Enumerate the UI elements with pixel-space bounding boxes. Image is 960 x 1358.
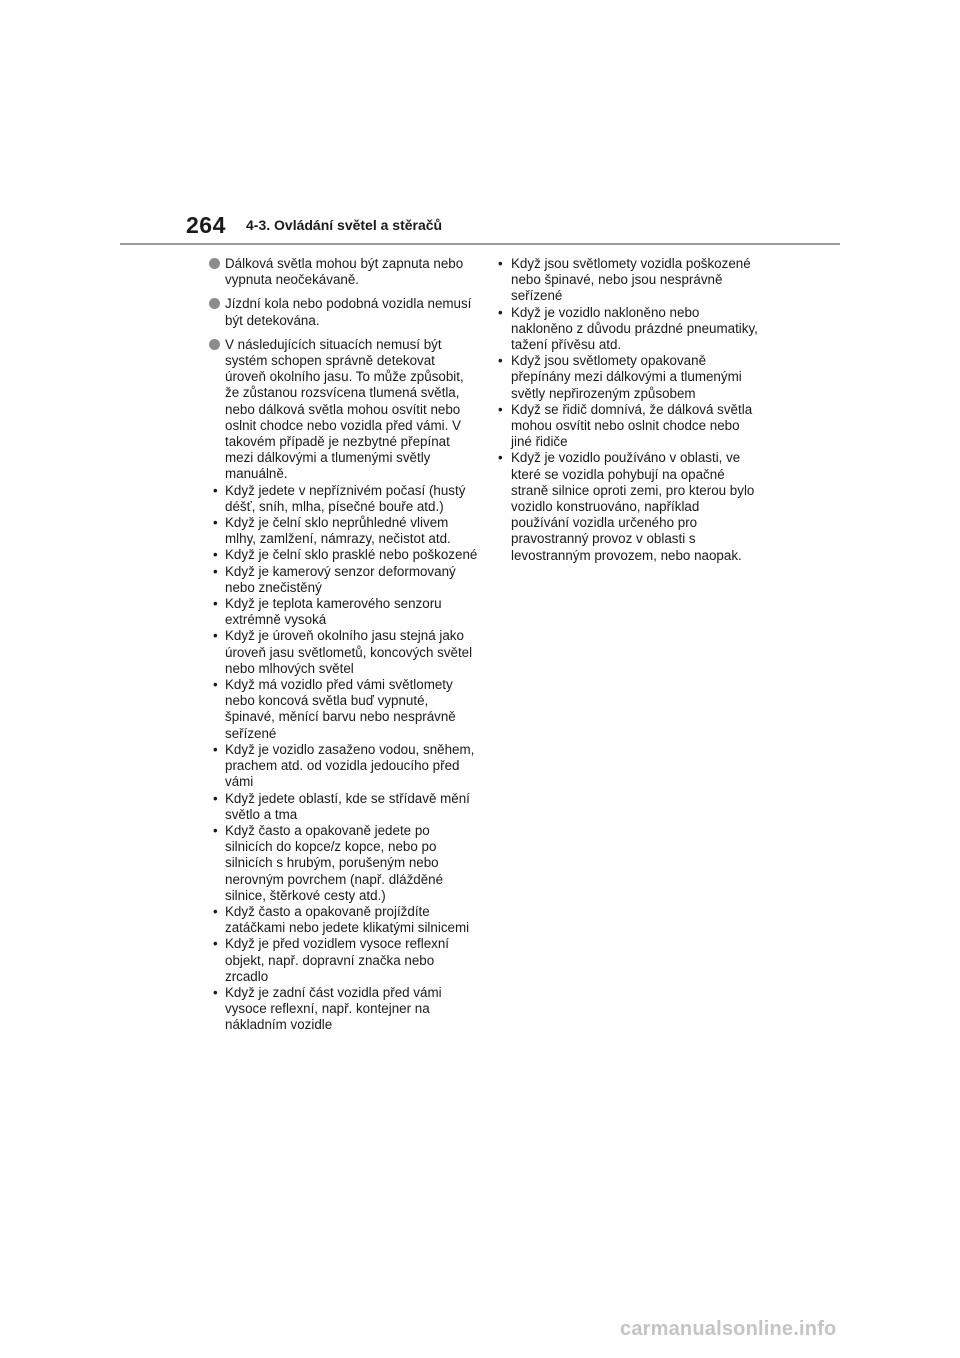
section-title: 4-3. Ovládání světel a stěračů xyxy=(246,217,443,233)
list-item: • Když je vozidlo používáno v oblasti, ve které se vozidla pohybují na opačné straně silnice oproti zemi, pro kterou bylo vozidlo konstruováno, například používání vozidla určeného pro pravostranný provoz v oblasti s levostranným provozem, nebo naopak. xyxy=(494,450,758,563)
circle-bullet-icon xyxy=(209,339,220,350)
list-item: • Když je vozidlo nakloněno nebo nakloněno z důvodu prázdné pneumatiky, tažení přívěsu atd. xyxy=(494,305,758,354)
list-item: • Když je teplota kamerového senzoru extrémně vysoká xyxy=(208,596,478,628)
page-number: 264 xyxy=(186,212,226,238)
situation-list xyxy=(208,483,478,1034)
list-item: • Když se řidič domnívá, že dálková světla mohou osvítit nebo oslnit chodce nebo jiné řidiče xyxy=(494,402,758,451)
watermark-text: carmanualsonline.info xyxy=(620,1318,837,1340)
list-item: • Když je čelní sklo neprůhledné vlivem mlhy, zamlžení, námrazy, nečistot atd. xyxy=(208,515,478,547)
list-item: • Když je kamerový senzor deformovaný nebo znečistěný xyxy=(208,564,478,596)
situation-list-continued xyxy=(494,256,758,564)
list-item: • Když jedete v nepříznivém počasí (hustý déšť, sníh, mlha, písečné bouře atd.) xyxy=(208,483,478,515)
list-item: • Když má vozidlo před vámi světlomety nebo koncová světla buď vypnuté, špinavé, měnící barvu nebo nesprávně seřízené xyxy=(208,677,478,742)
list-item: • Když je úroveň okolního jasu stejná jako úroveň jasu světlometů, koncových světel nebo mlhových světel xyxy=(208,628,478,677)
bullet-paragraph: Jízdní kola nebo podobná vozidla nemusí být detekována. xyxy=(208,296,478,328)
bullet-paragraph: Dálková světla mohou být zapnuta nebo vypnuta neočekávaně. xyxy=(208,256,478,288)
list-item: • Když jsou světlomety vozidla poškozené nebo špinavé, nebo jsou nesprávně seřízené xyxy=(494,256,758,305)
circle-bullet-icon xyxy=(209,298,220,309)
list-item: • Když je vozidlo zasaženo vodou, sněhem, prachem atd. od vozidla jedoucího před vámi xyxy=(208,742,478,791)
list-item: • Když jedete oblastí, kde se střídavě mění světlo a tma xyxy=(208,791,478,823)
right-column xyxy=(494,256,758,564)
left-column xyxy=(208,256,478,1034)
circle-bullet-icon xyxy=(209,258,220,269)
bullet-paragraph: V následujících situacích nemusí být systém schopen správně detekovat úroveň okolního jasu. To může způsobit, že zůstanou rozsvícena tlumená světla, nebo dálková světla mohou osvítit nebo oslnit chodce nebo vozidla před vámi. V takovém případě je nezbytné přepínat mezi dálkovými a tlumenými světly manuálně. xyxy=(208,337,478,483)
header-divider xyxy=(120,243,840,245)
list-item: • Když často a opakovaně projíždíte zatáčkami nebo jedete klikatými silnicemi xyxy=(208,904,478,936)
list-item: • Když je před vozidlem vysoce reflexní objekt, např. dopravní značka nebo zrcadlo xyxy=(208,936,478,985)
list-item: • Když je zadní část vozidla před vámi vysoce reflexní, např. kontejner na nákladním vozidle xyxy=(208,985,478,1034)
list-item: • Když jsou světlomety opakovaně přepínány mezi dálkovými a tlumenými světly nepřirozeným způsobem xyxy=(494,353,758,402)
list-item: • Když často a opakovaně jedete po silnicích do kopce/z kopce, nebo po silnicích s hrubým, porušeným nebo nerovným povrchem (např. dlážděné silnice, štěrkové cesty atd.) xyxy=(208,823,478,904)
list-item: • Když je čelní sklo prasklé nebo poškozené xyxy=(208,547,478,563)
